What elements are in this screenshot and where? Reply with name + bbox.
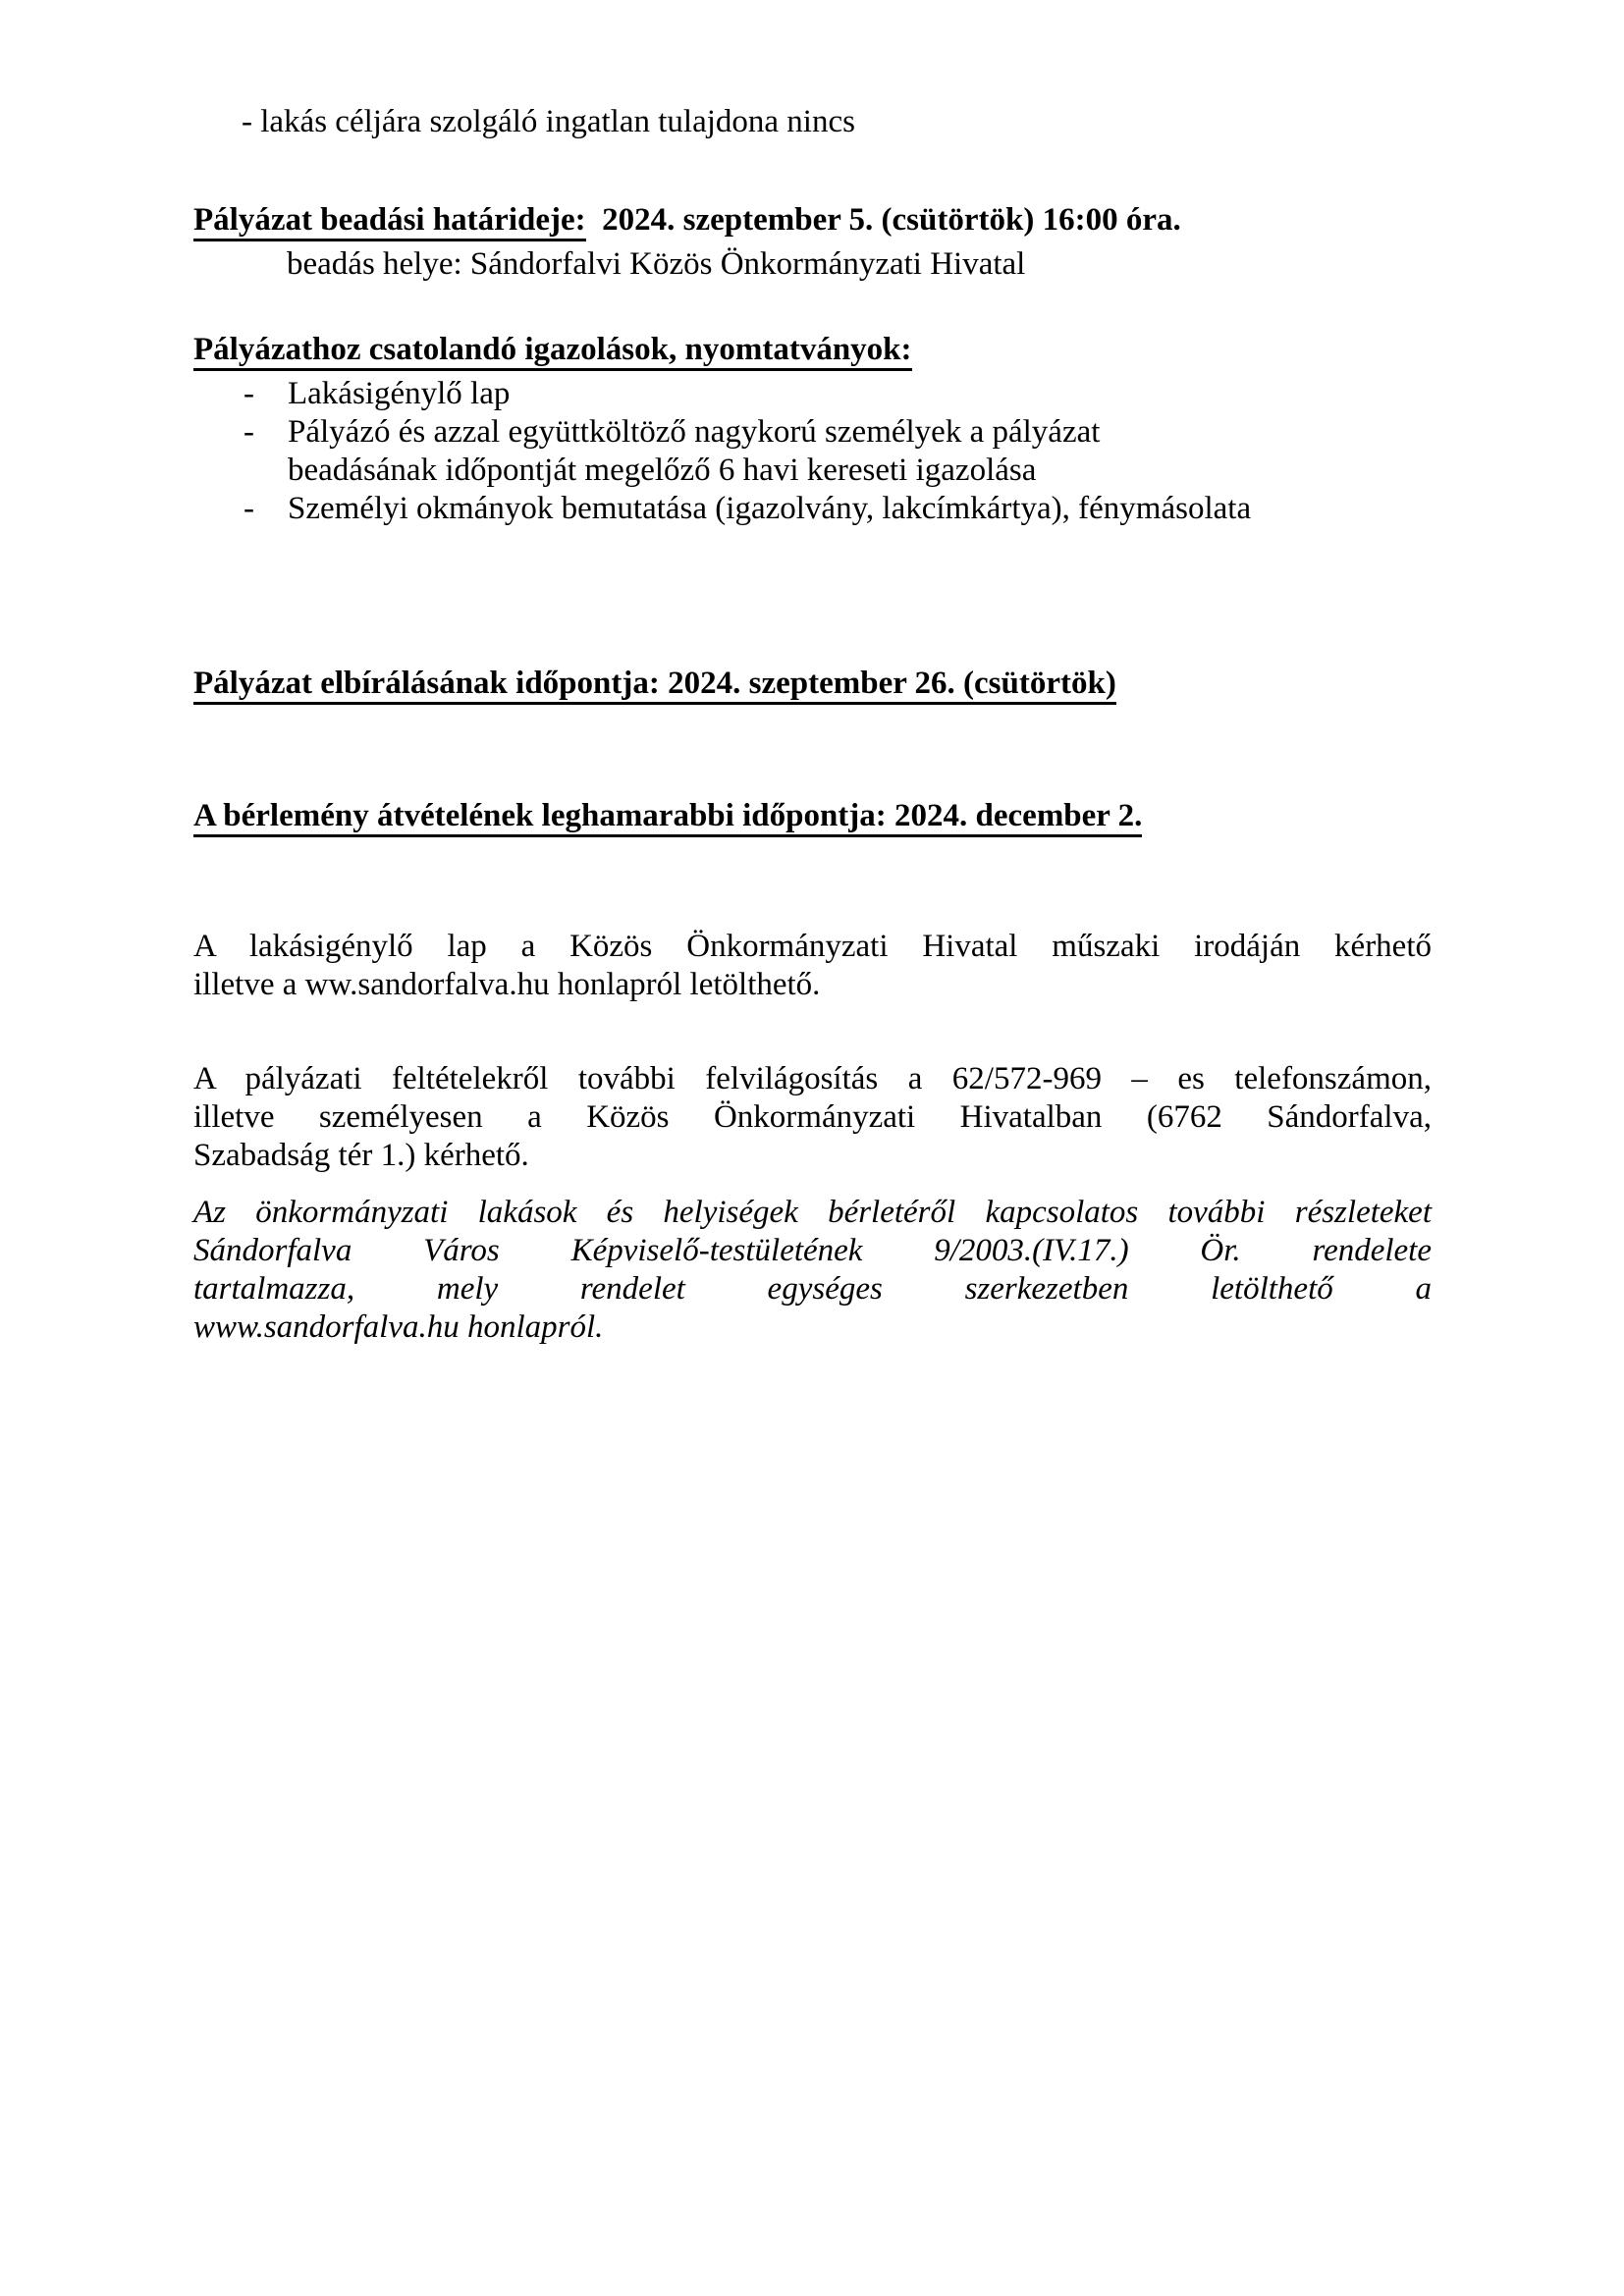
paragraph-line: www.sandorfalva.hu honlapról. (193, 1309, 604, 1345)
paragraph-line: illetve a ww.sandorfalva.hu honlapról letölthető. (193, 967, 821, 1002)
deadline-heading-label: Pályázat beadási határideje: (193, 202, 586, 241)
evaluation-heading (193, 665, 1432, 703)
paragraph-form-info (193, 928, 1432, 1004)
list-item (193, 490, 1432, 528)
paragraph-line: A pályázati feltételekről további felvilágosítás a 62/572-969 – es telefonszámon, (193, 1061, 1432, 1096)
paragraph-contact-info (193, 1060, 1432, 1175)
list-item-text (288, 490, 1432, 528)
list-item-line: Személyi okmányok bemutatása (igazolvány, lakcímkártya), fénymásolata (288, 491, 1252, 526)
list-dash-marker: - (244, 491, 254, 526)
list-item-text (288, 375, 1432, 413)
deadline-place-line: beadás helye: Sándorfalvi Közös Önkormányzati Hivatal (287, 246, 1026, 282)
list-dash-marker: - (244, 414, 254, 450)
handover-heading (193, 797, 1432, 835)
paragraph-regulation (193, 1194, 1432, 1347)
paragraph-line: Szabadság tér 1.) kérhető. (193, 1138, 529, 1173)
deadline-heading-value: 2024. szeptember 5. (csütörtök) 16:00 óra. (585, 202, 1181, 238)
attachments-heading (193, 331, 1432, 369)
intro-line: - lakás céljára szolgáló ingatlan tulajdona nincs (242, 104, 855, 139)
attachments-heading-label: Pályázathoz csatolandó igazolások, nyomtatványok: (193, 332, 912, 371)
paragraph-line: A lakásigénylő lap a Közös Önkormányzati Hivatal műszaki irodáján kérhető (193, 929, 1432, 964)
paragraph-line: tartalmazza, mely rendelet egységes szerkezetben letölthető a (193, 1271, 1432, 1307)
deadline-heading (193, 201, 1432, 240)
list-item-line: Pályázó és azzal együttköltöző nagykorú személyek a pályázat (288, 414, 1101, 450)
handover-heading-label: A bérlemény átvételének leghamarabbi időpontja: 2024. december 2. (193, 798, 1142, 837)
list-item (193, 375, 1432, 413)
list-item-line: Lakásigénylő lap (288, 376, 511, 411)
paragraph-line: Sándorfalva Város Képviselő-testületének 9/2003.(IV.17.) Ör. rendelete (193, 1233, 1432, 1268)
paragraph-line: Az önkormányzati lakások és helyiségek bérletéről kapcsolatos további részleteket (193, 1195, 1432, 1230)
attachments-list (193, 375, 1432, 528)
list-dash-marker: - (244, 376, 254, 411)
list-item-line: beadásának időpontját megelőző 6 havi kereseti igazolása (288, 453, 1037, 488)
paragraph-line: illetve személyesen a Közös Önkormányzati Hivatalban (6762 Sándorfalva, (193, 1099, 1432, 1135)
evaluation-heading-label: Pályázat elbírálásának időpontja: 2024. szeptember 26. (csütörtök) (193, 666, 1116, 705)
list-item-text (288, 413, 1432, 490)
list-item (193, 413, 1432, 490)
